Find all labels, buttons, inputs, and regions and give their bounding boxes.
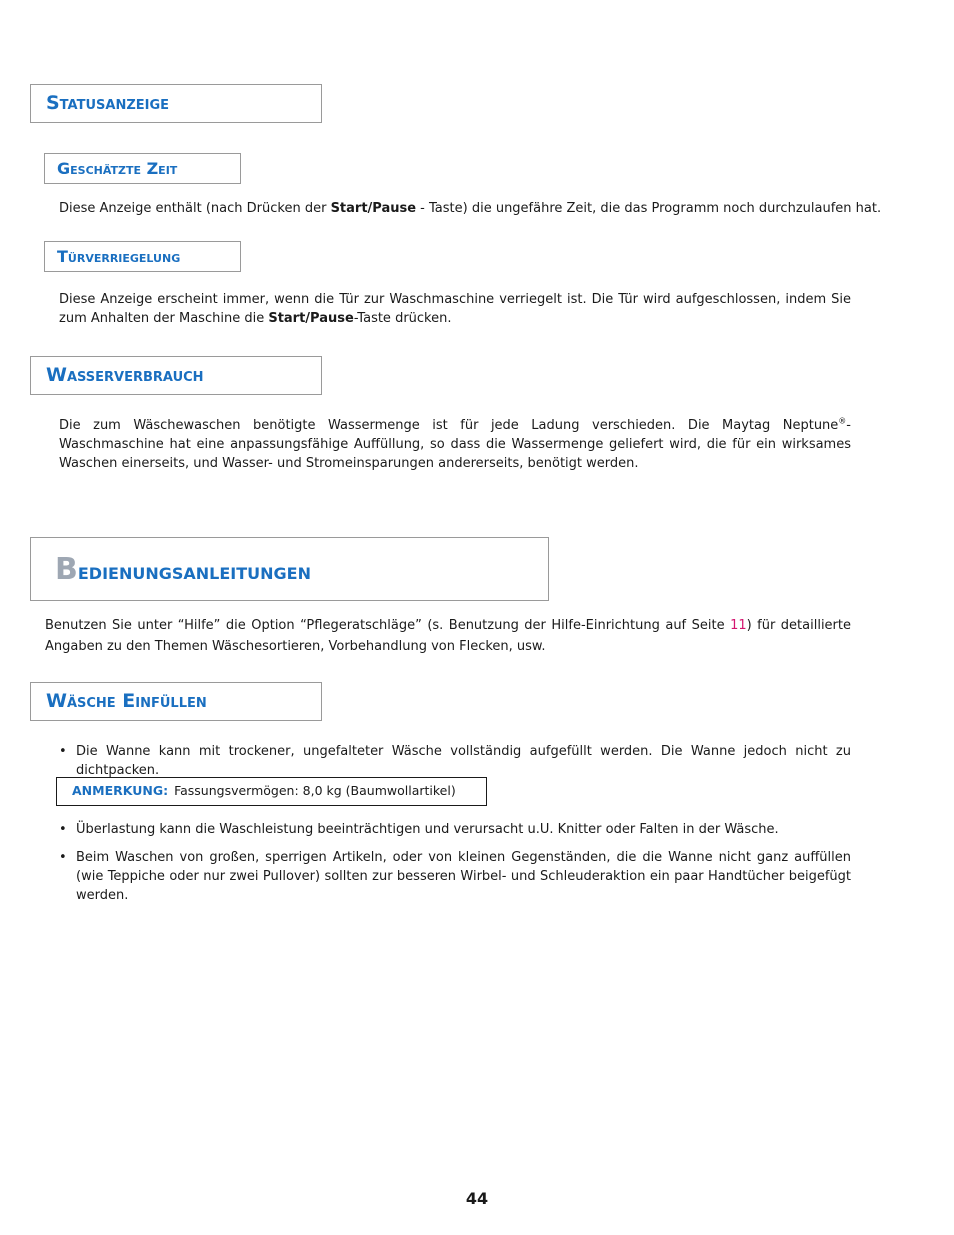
text-part: Benutzen Sie unter “Hilfe” die Option “Pflegeratschläge” (s. Benutzung der Hilfe-Einrichtung auf Seite [45, 618, 731, 633]
text-part: - Taste) die ungefähre Zeit, die das Programm noch durchzulaufen hat. [416, 201, 882, 216]
registered-mark: ® [838, 416, 847, 426]
heading-rest: edienungsanleitungen [77, 559, 311, 585]
paragraph-bedienungsanleitungen [45, 615, 851, 657]
note-box [56, 777, 487, 806]
heading-statusanzeige-text: Statusanzeige [46, 92, 170, 114]
list-item [59, 848, 851, 905]
heading-wasserverbrauch-text: Wasserverbrauch [46, 364, 204, 386]
text-part: -Taste drücken. [353, 311, 452, 326]
heading-geschaetzte-zeit-text: Geschätzte Zeit [57, 159, 178, 178]
start-pause-bold: Start/Pause [330, 201, 417, 216]
paragraph-tuerverriegelung [59, 290, 851, 328]
paragraph-wasserverbrauch [59, 416, 851, 473]
list-item [59, 820, 851, 839]
heading-initial: B [55, 552, 78, 587]
bullet-text: Die Wanne kann mit trockener, ungefalteter Wäsche vollständig aufgefüllt werden. Die Wanne jedoch nicht zu dichtpacken. [76, 744, 851, 778]
heading-geschaetzte-zeit [44, 153, 241, 184]
text-part: Diese Anzeige enthält (nach Drücken der [59, 201, 331, 216]
note-label: ANMERKUNG: [72, 783, 169, 798]
list-item [59, 742, 851, 780]
page-link-11[interactable]: 11 [730, 618, 747, 633]
bullet-dot: • [59, 850, 67, 865]
heading-bedienungsanleitungen [30, 537, 549, 601]
start-pause-bold: Start/Pause [268, 311, 354, 326]
bullet-dot: • [59, 744, 67, 759]
text-part: ) für detaillierte Angaben zu den Themen Wäschesortieren, Vorbehandlung von Flecken, usw. [45, 618, 851, 654]
heading-wasserverbrauch [30, 356, 322, 395]
heading-waesche-einfuellen-text: Wäsche Einfüllen [46, 690, 207, 712]
bullet-text: Überlastung kann die Waschleistung beeinträchtigen und verursacht u.U. Knitter oder Falten in der Wäsche. [76, 822, 779, 837]
text-part: -Waschmaschine hat eine anpassungsfähige Auffüllung, so dass die Wassermenge geliefert wird, die für ein wirksames Waschen einerseits, und Wasser- und Stromeinsparungen andererseits, benötigt werden. [59, 418, 851, 471]
heading-waesche-einfuellen [30, 682, 322, 721]
heading-statusanzeige [30, 84, 322, 123]
text-part: Die zum Wäschewaschen benötigte Wassermenge ist für jede Ladung verschieden. Die Maytag Neptune [59, 418, 839, 433]
note-text: Fassungsvermögen: 8,0 kg (Baumwollartikel) [174, 783, 456, 798]
paragraph-geschaetzte-zeit [59, 199, 882, 218]
bullet-dot: • [59, 822, 67, 837]
bullet-text: Beim Waschen von großen, sperrigen Artikeln, oder von kleinen Gegenständen, die die Wanne nicht ganz auffüllen (wie Teppiche oder nur zwei Pullover) sollten zur besseren Wirbel- und Schleuderaktion ein paar Handtücher beigefügt werden. [76, 850, 851, 903]
heading-tuerverriegelung-text: Türverriegelung [57, 247, 181, 266]
heading-tuerverriegelung [44, 241, 241, 272]
text-part: Diese Anzeige erscheint immer, wenn die Tür zur Waschmaschine verriegelt ist. Die Tür wird aufgeschlossen, indem Sie zum Anhalten der Maschine die [59, 292, 851, 326]
page-number: 44 [465, 1189, 489, 1208]
